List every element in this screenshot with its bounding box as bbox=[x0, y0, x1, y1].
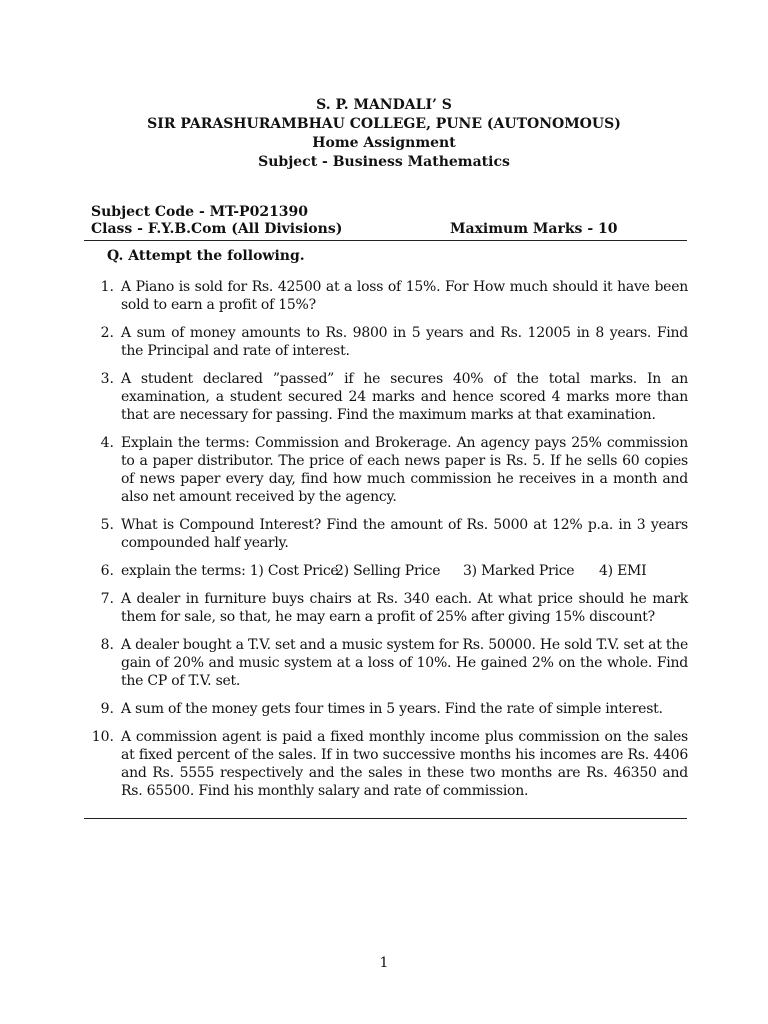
question-item bbox=[0, 324, 768, 360]
question-item bbox=[0, 562, 768, 580]
question-number: 8. bbox=[100, 637, 114, 653]
subject-code: Subject Code - MT-P021390 bbox=[91, 204, 309, 220]
question-text: A commission agent is paid a fixed monthly income plus commission on the sales at fixed percent of the sales. If in two successive months his incomes are Rs. 4406 and Rs. 5555 respectively and the sales in these two months are Rs. 46350 and Rs. 65500. Find his monthly salary and rate of commission. bbox=[121, 729, 688, 799]
assignment-title: Home Assignment bbox=[312, 135, 456, 151]
question-number: 1. bbox=[100, 279, 114, 295]
question-text: A Piano is sold for Rs. 42500 at a loss of 15%. For How much should it have been sold to earn a profit of 15%? bbox=[121, 279, 688, 313]
institution-name: S. P. MANDALI’ S bbox=[316, 97, 452, 113]
question-text: A sum of money amounts to Rs. 9800 in 5 years and Rs. 12005 in 8 years. Find the Principal and rate of interest. bbox=[121, 325, 688, 359]
question-number: 10. bbox=[91, 729, 114, 745]
question-number: 9. bbox=[100, 701, 114, 717]
question-number: 5. bbox=[100, 517, 114, 533]
page-number: 1 bbox=[379, 955, 389, 971]
question-item bbox=[0, 434, 768, 506]
instruction-heading: Q. Attempt the following. bbox=[107, 248, 305, 264]
question-number: 3. bbox=[100, 371, 114, 387]
question-list bbox=[0, 278, 768, 810]
top-divider bbox=[84, 240, 687, 241]
question-item bbox=[0, 278, 768, 314]
term-marked-price: 3) Marked Price bbox=[463, 563, 575, 579]
term-cost-price: explain the terms: 1) Cost Price bbox=[121, 563, 339, 579]
question-text: A student declared ”passed” if he secures 40% of the total marks. In an examination, a student secured 24 marks and hence scored 4 marks more than that are necessary for passing. Find the maximum marks at that examination. bbox=[121, 371, 688, 423]
term-selling-price: 2) Selling Price bbox=[335, 563, 441, 579]
question-item bbox=[0, 516, 768, 552]
question-item bbox=[0, 700, 768, 718]
question-text: A sum of the money gets four times in 5 years. Find the rate of simple interest. bbox=[121, 701, 663, 717]
question-number: 7. bbox=[100, 591, 114, 607]
document-header bbox=[0, 96, 768, 172]
bottom-divider bbox=[84, 818, 687, 819]
question-item bbox=[0, 590, 768, 626]
class-label: Class - F.Y.B.Com (All Divisions) bbox=[91, 221, 343, 237]
question-text: Explain the terms: Commission and Brokerage. An agency pays 25% commission to a paper distributor. The price of each news paper is Rs. 5. If he sells 60 copies of news paper every day, find how much commission he receives in a month and also net amount received by the agency. bbox=[121, 435, 688, 505]
maximum-marks: Maximum Marks - 10 bbox=[450, 221, 618, 237]
question-text: A dealer in furniture buys chairs at Rs. 340 each. At what price should he mark them for sale, so that, he may earn a profit of 25% after giving 15% discount? bbox=[121, 591, 688, 625]
college-name: SIR PARASHURAMBHAU COLLEGE, PUNE (AUTONOMOUS) bbox=[147, 116, 621, 132]
question-number: 4. bbox=[100, 435, 114, 451]
question-number: 2. bbox=[100, 325, 114, 341]
term-emi: 4) EMI bbox=[599, 563, 647, 579]
terms-list bbox=[121, 562, 688, 580]
question-item bbox=[0, 728, 768, 800]
question-item bbox=[0, 370, 768, 424]
subject-title: Subject - Business Mathematics bbox=[258, 154, 510, 170]
question-number: 6. bbox=[100, 563, 114, 579]
class-marks-row bbox=[91, 221, 687, 237]
question-text: A dealer bought a T.V. set and a music system for Rs. 50000. He sold T.V. set at the gain of 20% and music system at a loss of 10%. He gained 2% on the whole. Find the CP of T.V. set. bbox=[121, 637, 688, 689]
question-item bbox=[0, 636, 768, 690]
question-text: What is Compound Interest? Find the amount of Rs. 5000 at 12% p.a. in 3 years compounded half yearly. bbox=[121, 517, 688, 551]
